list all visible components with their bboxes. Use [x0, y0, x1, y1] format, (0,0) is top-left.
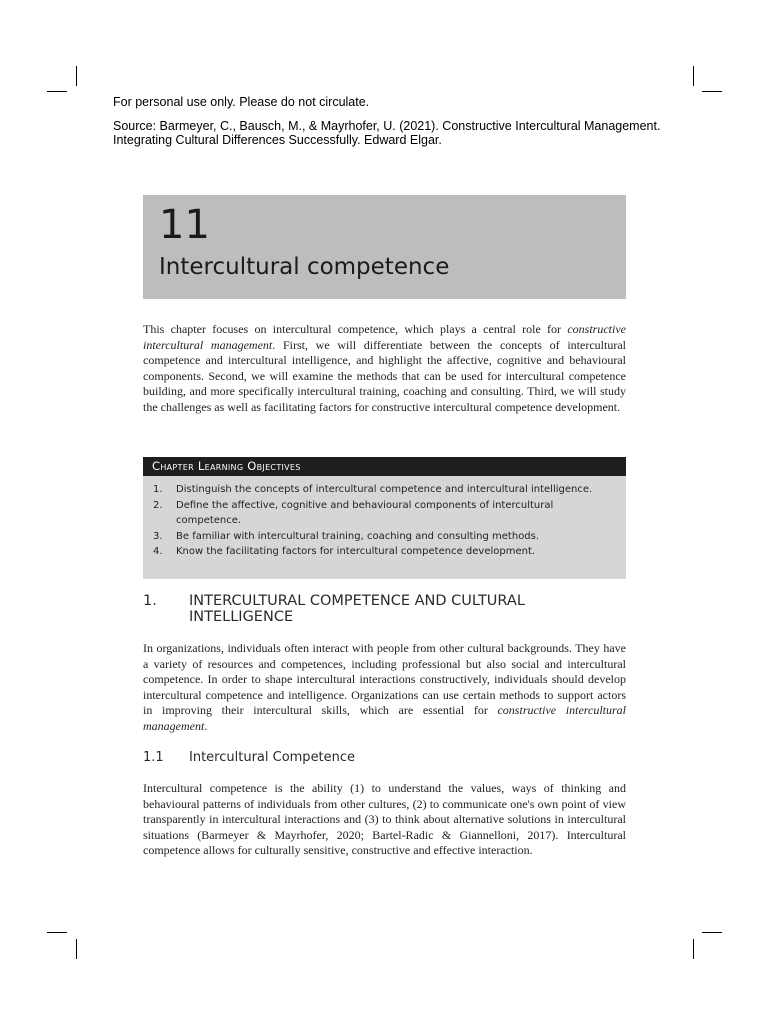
crop-mark-bottom-left-h: [47, 932, 67, 933]
crop-mark-top-right-h: [702, 91, 722, 92]
objectives-header: [143, 457, 626, 476]
intro-text-1: This chapter focuses on intercultural competence, which plays a central role for: [143, 322, 568, 336]
objective-text: Be familiar with intercultural training, coaching and consulting methods.: [176, 530, 540, 542]
section-1-number: 1.: [143, 593, 157, 609]
objective-number: 1.: [153, 484, 163, 495]
chapter-number: 11: [159, 202, 210, 248]
chapter-header: [143, 195, 626, 299]
objective-text: Know the facilitating factors for intercultural competence development.: [176, 546, 536, 557]
objective-item: [153, 498, 614, 529]
objective-text: Distinguish the concepts of intercultural competence and intercultural intelligence.: [176, 484, 593, 495]
objectives-body: [143, 476, 626, 579]
objective-number: 4.: [153, 546, 163, 557]
section-1-text-part1: In organizations, individuals often interact with people from other cultural backgrounds. They have a variety of resources and competences, including professional but also social and intercultural competence. In order to shape intercultural interactions constructively, individuals should develop intercultural competence and intelligence. Organizations can use certain methods to support actors in improving their intercultural skills, which are essential for: [143, 641, 626, 717]
objective-number: 2.: [153, 499, 163, 511]
personal-use-notice: For personal use only. Please do not circulate.: [113, 95, 370, 109]
objective-item: [153, 482, 614, 498]
section-1-title: INTERCULTURAL COMPETENCE AND CULTURAL INTELLIGENCE: [189, 593, 525, 625]
objectives-list: [153, 482, 614, 560]
intro-emphasis: constructive intercultural management: [143, 322, 626, 352]
objective-number: 3.: [153, 530, 163, 542]
crop-mark-top-left-v: [76, 66, 77, 86]
source-citation: Source: Barmeyer, C., Bausch, M., & Mayrhofer, U. (2021). Constructive Intercultural Management. Integrating Cultural Differences Successfully. Edward Elgar.: [113, 119, 661, 147]
crop-mark-bottom-right-v: [693, 939, 694, 959]
subsection-1-1-text: [143, 781, 626, 859]
crop-mark-top-right-v: [693, 66, 694, 86]
section-1-text-part2: .: [204, 718, 208, 733]
objective-text: Define the affective, cognitive and behavioural components of intercultural competence.: [176, 499, 554, 526]
objectives-header-label: Chapter Learning Objectives: [152, 459, 301, 473]
crop-mark-bottom-left-v: [76, 939, 77, 959]
chapter-title: Intercultural competence: [159, 254, 450, 280]
chapter-intro: [143, 322, 626, 415]
objective-item: [153, 529, 614, 545]
usage-notice: [113, 95, 713, 147]
subsection-1-1-heading: [143, 750, 626, 765]
section-1-emphasis: constructive intercultural management: [143, 703, 627, 733]
subsection-1-1-number: 1.1: [143, 750, 164, 765]
subsection-1-1-paragraph: Intercultural competence is the ability (1) to understand the values, ways of thinking and behavioural patterns of individuals from other cultures, (2) to communicate one's own point of view transparently in intercultural interactions and (3) to think about alternative solutions in intercultural situations (Barmeyer & Mayrhofer, 2020; Bartel-Radic & Giannelloni, 2017). Intercultural competence allows for culturally sensitive, constructive and effective interaction.: [143, 781, 626, 857]
intro-text-2: . First, we will differentiate between the concepts of intercultural competence and intercultural intelligence, and highlight the affective, cognitive and behavioural components. Second, we will examine the methods that can be used for intercultural competence building, and more specifically intercultural training, coaching and consulting. Third, we will study the challenges as well as facilitating factors for constructive intercultural competence development.: [143, 337, 626, 414]
section-1-text: [143, 641, 626, 734]
learning-objectives-box: [143, 457, 626, 579]
objective-item: [153, 544, 614, 560]
section-1-heading: [143, 593, 626, 625]
crop-mark-top-left-h: [47, 91, 67, 92]
subsection-1-1-title: Intercultural Competence: [189, 750, 356, 765]
crop-mark-bottom-right-h: [702, 932, 722, 933]
